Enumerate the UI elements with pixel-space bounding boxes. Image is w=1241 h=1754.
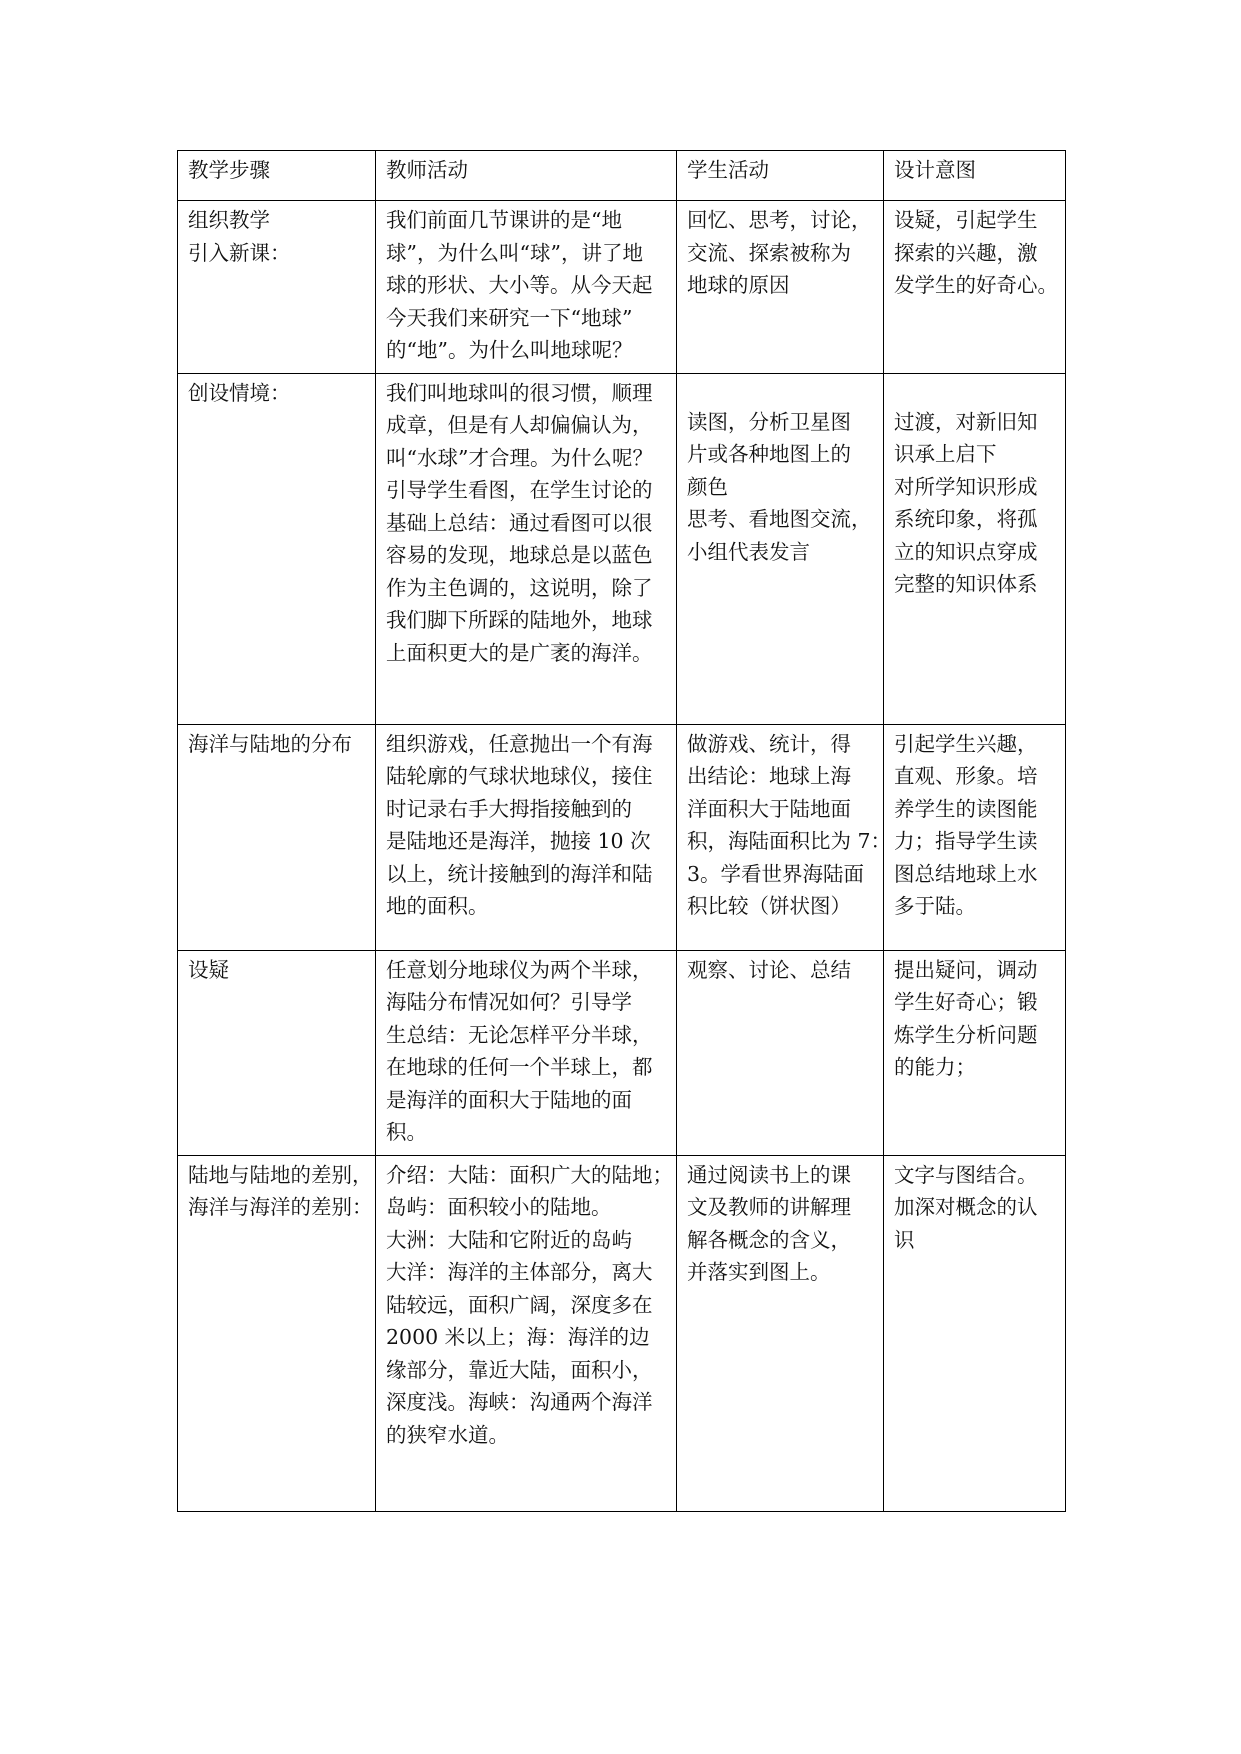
header-student: 学生活动 <box>677 151 884 201</box>
cell-text-line: 多于陆。 <box>894 894 976 918</box>
design-intent-cell <box>884 724 1066 950</box>
cell-text-line: 读图，分析卫星图 <box>687 409 851 434</box>
cell-text-line: 3。学看世界海陆面 <box>687 861 865 886</box>
cell-text-line: 的狭窄水道。 <box>386 1422 509 1447</box>
cell-text-line: 积比较（饼状图） <box>687 894 851 918</box>
cell-text-line: 是海洋的面积大于陆地的面 <box>386 1087 632 1112</box>
cell-text-line: 学生好奇心；锻 <box>894 990 1038 1014</box>
teacher-activity-cell <box>376 373 677 724</box>
cell-text-line: 基础上总结：通过看图可以很 <box>386 510 653 535</box>
teacher-activity-cell <box>376 724 677 950</box>
cell-text-line: 设疑，引起学生 <box>894 208 1038 232</box>
cell-text-line: 大洋：海洋的主体部分，离大 <box>386 1260 653 1284</box>
cell-text-line: 球的形状、大小等。从今天起 <box>386 273 653 297</box>
lesson-plan-table <box>177 150 1066 1512</box>
cell-text-line: 陆较远，面积广阔，深度多在 <box>386 1292 653 1317</box>
cell-text-line: 作为主色调的，这说明，除了 <box>386 575 653 600</box>
cell-text-line: 任意划分地球仪为两个半球， <box>386 957 653 982</box>
table-row <box>178 724 1066 950</box>
step-cell <box>178 950 376 1155</box>
cell-text-line: 积，海陆面积比为 7： <box>687 829 892 853</box>
cell-text-line: 引起学生兴趣， <box>894 731 1038 756</box>
student-activity-cell <box>677 724 892 950</box>
cell-text-line: 是陆地还是海洋，抛接 10 次 <box>386 829 651 853</box>
cell-text-line: 小组代表发言 <box>687 539 810 564</box>
student-activity-cell <box>677 201 884 374</box>
cell-text-line: 洋面积大于陆地面 <box>687 796 851 821</box>
cell-text-line: 完整的知识体系 <box>894 572 1038 596</box>
table-row <box>178 1155 1066 1511</box>
cell-text-line: 海洋与陆地的分布 <box>188 731 352 756</box>
cell-text-line: 大洲：大陆和它附近的岛屿 <box>386 1227 632 1252</box>
cell-text-line: 我们前面几节课讲的是“地 <box>386 208 622 232</box>
cell-text-line: 的“地”。为什么叫地球呢？ <box>386 338 633 362</box>
cell-text-line: 地的面积。 <box>386 894 489 918</box>
cell-text-line: 缘部分，靠近大陆，面积小， <box>386 1357 653 1382</box>
cell-text-line: 在地球的任何一个半球上，都 <box>386 1055 653 1079</box>
cell-text-line: 积。 <box>386 1120 427 1144</box>
cell-text-line: 上面积更大的是广袤的海洋。 <box>386 640 653 665</box>
step-cell <box>178 724 376 950</box>
cell-text-line: 对所学知识形成 <box>894 474 1038 499</box>
design-intent-cell <box>884 950 1066 1155</box>
cell-text-line: 我们叫地球叫的很习惯，顺理 <box>386 380 653 405</box>
cell-text-line: 识承上启下 <box>894 442 997 466</box>
cell-text-line: 立的知识点穿成 <box>894 539 1038 564</box>
cell-text-line: 以上，统计接触到的海洋和陆 <box>386 861 653 886</box>
cell-text-line: 创设情境： <box>188 380 291 405</box>
student-activity-cell <box>677 950 884 1155</box>
table-row <box>178 950 1066 1155</box>
cell-text-line: 思考、看地图交流， <box>687 507 872 531</box>
cell-text-line: 片或各种地图上的 <box>687 442 851 466</box>
cell-text-line: 海洋与海洋的差别： <box>188 1195 373 1219</box>
cell-text-line: 文字与图结合。 <box>894 1162 1038 1187</box>
cell-text-line: 直观、形象。培 <box>894 764 1038 788</box>
cell-text-line: 力；指导学生读 <box>894 829 1038 853</box>
cell-text-line: 时记录右手大拇指接触到的 <box>386 796 632 821</box>
cell-text-line: 生总结：无论怎样平分半球， <box>386 1022 653 1047</box>
cell-text-line: 引入新课： <box>188 240 291 265</box>
teacher-activity-cell <box>376 1155 677 1511</box>
cell-text-line: 识 <box>894 1227 915 1252</box>
cell-text-line: 炼学生分析问题 <box>894 1022 1038 1047</box>
cell-text-line: 容易的发现，地球总是以蓝色 <box>386 543 653 567</box>
cell-text-line: 地球的原因 <box>687 273 790 297</box>
design-intent-cell <box>884 201 1066 374</box>
cell-text-line: 设疑 <box>188 957 229 982</box>
cell-text-line: 交流、探索被称为 <box>687 240 851 265</box>
step-cell <box>178 1155 376 1511</box>
cell-text-line: 今天我们来研究一下“地球” <box>386 305 633 330</box>
header-intent: 设计意图 <box>884 151 1066 201</box>
cell-text-line: 组织教学 <box>188 208 270 232</box>
cell-text-line: 岛屿：面积较小的陆地。 <box>386 1195 612 1219</box>
header-step: 教学步骤 <box>178 151 376 201</box>
cell-text-line: 图总结地球上水 <box>894 861 1038 886</box>
cell-text-line: 提出疑问，调动 <box>894 957 1038 982</box>
cell-text-line: 组织游戏，任意抛出一个有海 <box>386 731 653 756</box>
cell-text-line: 系统印象，将孤 <box>894 507 1038 531</box>
cell-text-line: 陆轮廓的气球状地球仪，接住 <box>386 764 653 788</box>
cell-text-line: 解各概念的含义， <box>687 1227 851 1252</box>
cell-text-line: 并落实到图上。 <box>687 1260 831 1284</box>
cell-text-line: 养学生的读图能 <box>894 796 1038 821</box>
table-header-row <box>178 151 1066 201</box>
cell-text-line: 球”，为什么叫“球”，讲了地 <box>386 240 643 265</box>
cell-text-line: 加深对概念的认 <box>894 1195 1038 1219</box>
cell-text-line: 发学生的好奇心。 <box>894 273 1058 297</box>
cell-text-line: 出结论：地球上海 <box>687 764 851 788</box>
cell-text-line: 海陆分布情况如何？引导学 <box>386 990 632 1014</box>
cell-text-line: 颜色 <box>687 474 728 499</box>
design-intent-cell <box>884 373 1066 724</box>
cell-text-line: 过渡，对新旧知 <box>894 409 1038 434</box>
cell-text-line: 观察、讨论、总结 <box>687 957 851 982</box>
step-cell <box>178 373 376 724</box>
cell-text-line: 叫“水球”才合理。为什么呢？ <box>386 445 653 470</box>
cell-text-line: 2000 米以上；海：海洋的边 <box>386 1325 650 1349</box>
cell-text-line: 文及教师的讲解理 <box>687 1195 851 1219</box>
student-activity-cell <box>677 1155 884 1511</box>
cell-text-line: 介绍：大陆：面积广大的陆地； <box>386 1162 673 1187</box>
cell-text-line: 深度浅。海峡：沟通两个海洋 <box>386 1390 653 1414</box>
teacher-activity-cell <box>376 950 677 1155</box>
cell-text-line: 探索的兴趣，激 <box>894 240 1038 265</box>
cell-text-line: 成章，但是有人却偏偏认为， <box>386 413 653 437</box>
cell-text-line: 回忆、思考，讨论， <box>687 208 872 232</box>
cell-text-line: 通过阅读书上的课 <box>687 1162 851 1187</box>
table-row <box>178 201 1066 374</box>
design-intent-cell <box>884 1155 1066 1511</box>
table-row <box>178 373 1066 724</box>
header-teacher: 教师活动 <box>376 151 677 201</box>
teacher-activity-cell <box>376 201 677 374</box>
cell-text-line: 的能力； <box>894 1055 976 1079</box>
cell-text-line: 陆地与陆地的差别， <box>188 1162 373 1187</box>
cell-text-line: 做游戏、统计，得 <box>687 731 851 756</box>
cell-text-line: 我们脚下所踩的陆地外，地球 <box>386 608 653 632</box>
student-activity-cell <box>677 373 884 724</box>
step-cell <box>178 201 376 374</box>
cell-text-line: 引导学生看图，在学生讨论的 <box>386 478 653 502</box>
